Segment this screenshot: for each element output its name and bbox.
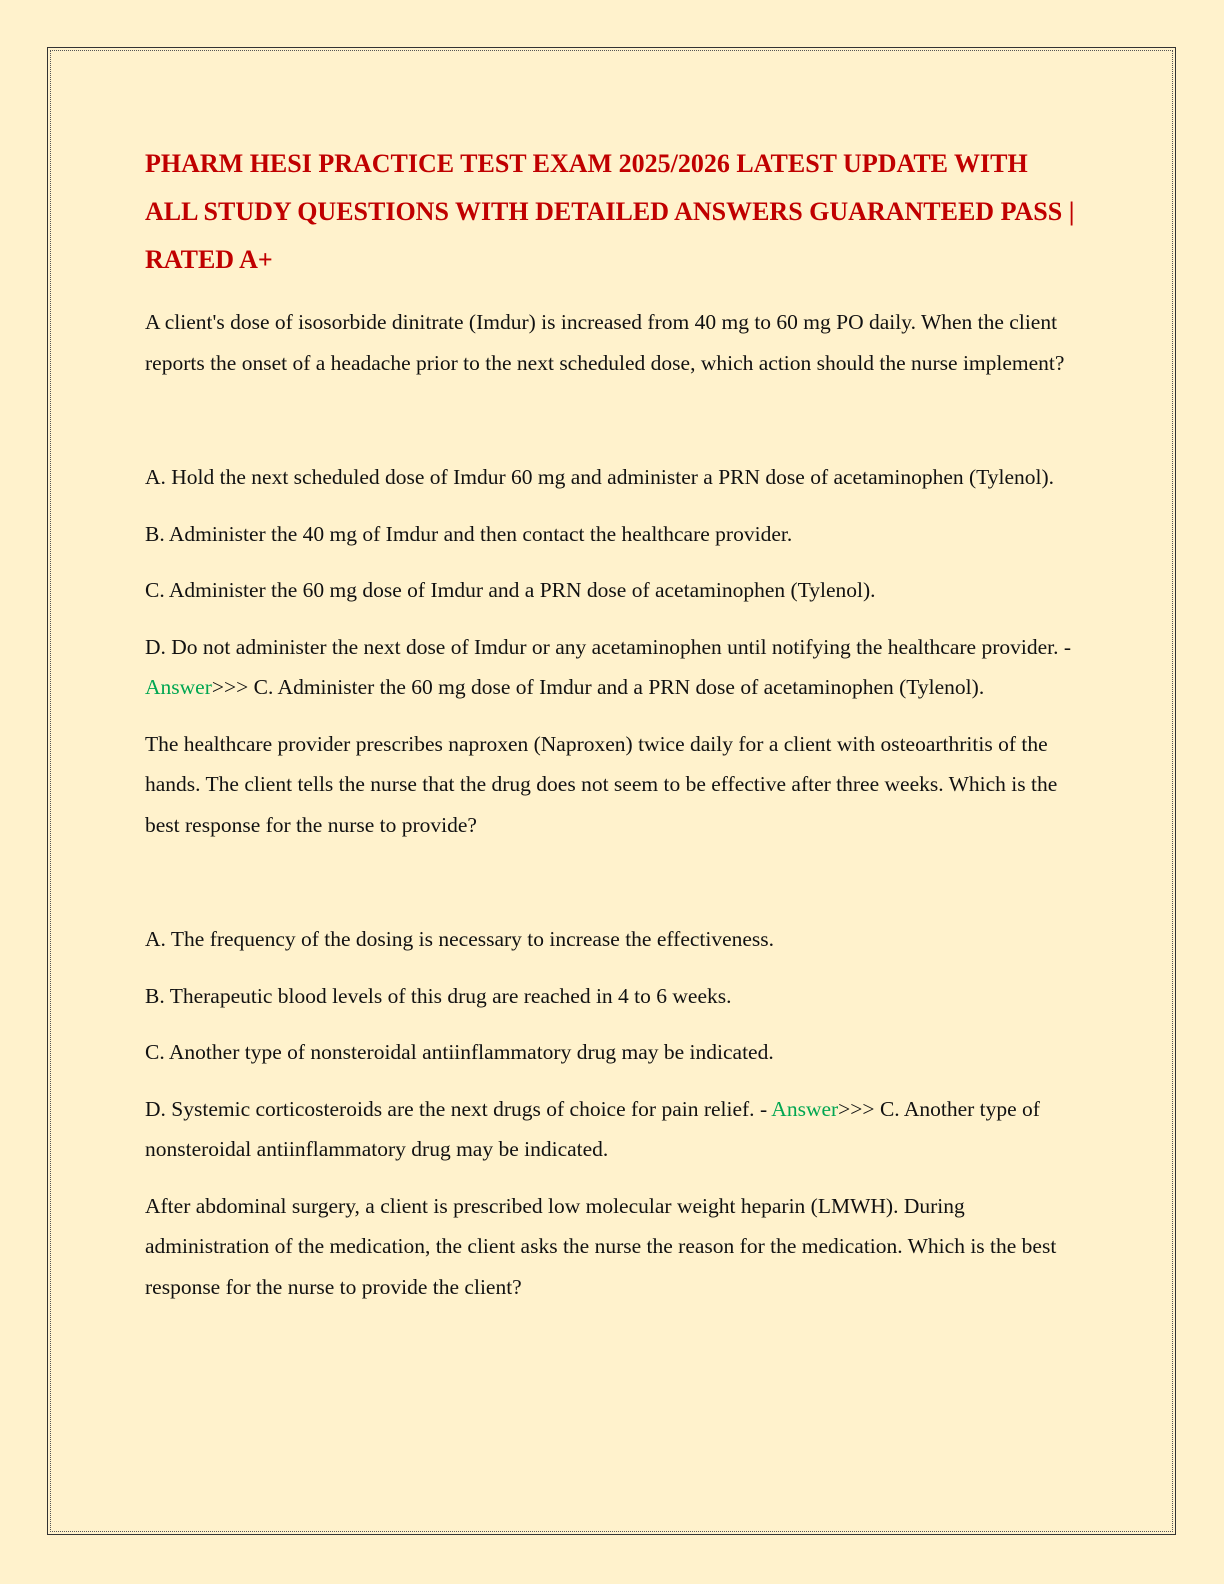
document-content <box>145 140 1080 1307</box>
question-2-answer: C. Another type of nonsteroidal antiinflammatory drug may be indicated. <box>145 1096 1040 1161</box>
question-2-option-d: D. Systemic corticosteroids are the next drugs of choice for pain relief. <box>145 1096 755 1121</box>
question-1-option-c: C. Administer the 60 mg dose of Imdur and a PRN dose of acetaminophen (Tylenol). <box>145 578 876 602</box>
question-1-option-b: B. Administer the 40 mg of Imdur and then contact the healthcare provider. <box>145 521 793 546</box>
question-2-option-d-with-answer <box>145 1089 1080 1170</box>
answer-arrows: >>> <box>211 675 254 699</box>
question-1-option-a: A. Hold the next scheduled dose of Imdur 60 mg and administer a PRN dose of acetaminophen (Tylenol). <box>145 465 1055 489</box>
answer-label: Answer <box>145 675 212 699</box>
answer-label: Answer <box>771 1096 839 1121</box>
question-2-stem: The healthcare provider prescribes naproxen (Naproxen) twice daily for a client with osteoarthritis of the hands. The client tells the nurse that the drug does not seem to be effective after three weeks. Which is the best response for the nurse to provide? <box>145 731 1058 837</box>
answer-separator: - <box>1058 634 1072 659</box>
answer-separator: - <box>754 1096 772 1121</box>
question-3-stem: After abdominal surgery, a client is prescribed low molecular weight heparin (LMWH). During administration of the medication, the client asks the nurse the reason for the medication. Which is the best response for the nurse to provide the client? <box>145 1193 1057 1299</box>
document-title: PHARM HESI PRACTICE TEST EXAM 2025/2026 LATEST UPDATE WITH ALL STUDY QUESTIONS WITH DETAILED ANSWERS GUARANTEED PASS | RATED A+ <box>145 149 1075 274</box>
question-1-answer: C. Administer the 60 mg dose of Imdur and a PRN dose of acetaminophen (Tylenol). <box>253 675 985 699</box>
question-2-option-a: A. The frequency of the dosing is necessary to increase the effectiveness. <box>145 927 775 951</box>
answer-arrows: >>> <box>838 1096 880 1121</box>
question-1-option-d: D. Do not administer the next dose of Imdur or any acetaminophen until notifying the healthcare provider. <box>145 634 1059 659</box>
question-1-stem: A client's dose of isosorbide dinitrate (Imdur) is increased from 40 mg to 60 mg PO daily. When the client reports the onset of a headache prior to the next scheduled dose, which action should the nurse implement? <box>145 310 1065 375</box>
question-2-option-b: B. Therapeutic blood levels of this drug are reached in 4 to 6 weeks. <box>145 983 732 1008</box>
question-2-option-c: C. Another type of nonsteroidal antiinflammatory drug may be indicated. <box>145 1040 774 1064</box>
question-1-option-d-with-answer <box>145 627 1080 708</box>
